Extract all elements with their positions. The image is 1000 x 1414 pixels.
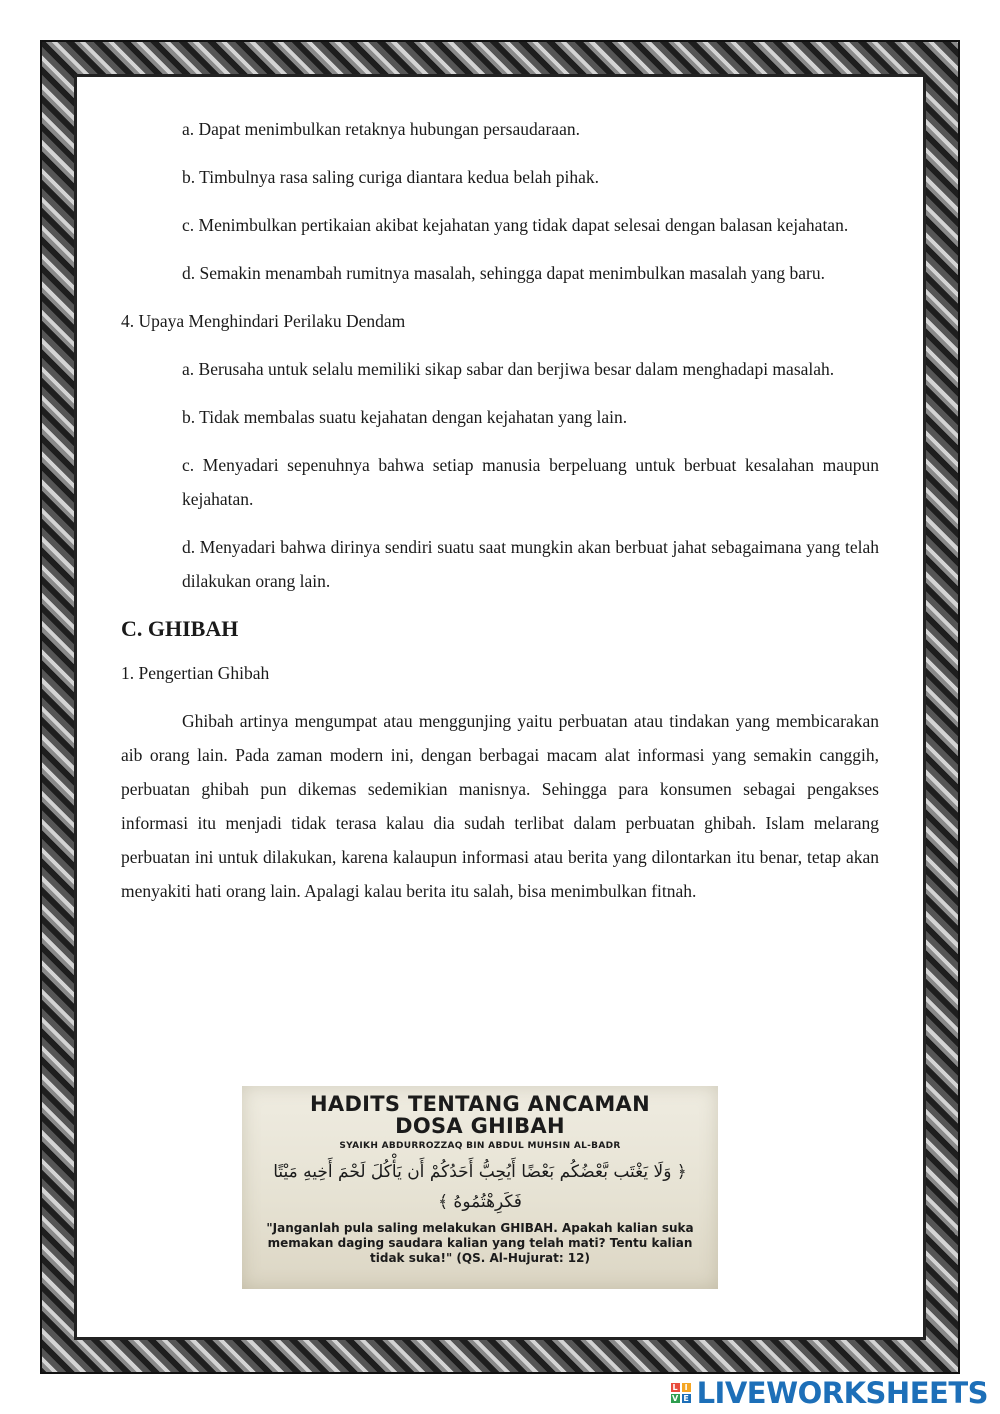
brand-logo-cell: I <box>682 1383 691 1392</box>
list-item: d. Menyadari bahwa dirinya sendiri suatu saat mungkin akan berbuat jahat sebagaimana yang telah dilakukan orang lain. <box>182 537 879 591</box>
worksheet-content <box>121 112 879 922</box>
section-title: C. GHIBAH <box>121 616 239 641</box>
sub-heading: 1. Pengertian Ghibah <box>121 663 270 683</box>
hadith-title-line2: DOSA GHIBAH <box>395 1114 565 1138</box>
avoidance-list <box>121 352 879 598</box>
list-item: c. Menyadari sepenuhnya bahwa setiap manusia berpeluang untuk berbuat kesalahan maupun kejahatan. <box>182 455 879 509</box>
list-item: d. Semakin menambah rumitnya masalah, sehingga dapat menimbulkan masalah yang baru. <box>182 263 825 283</box>
list-item: c. Menimbulkan pertikaian akibat kejahatan yang tidak dapat selesai dengan balasan kejahatan. <box>182 215 849 235</box>
hadith-title-line1: HADITS TENTANG ANCAMAN <box>310 1092 650 1116</box>
brand-logo-cell: L <box>672 1383 678 1392</box>
liveworksheets-logo[interactable] <box>671 1375 988 1411</box>
hadith-subtitle: SYAIKH ABDURROZZAQ BIN ABDUL MUHSIN AL-BADR <box>339 1141 621 1151</box>
list-item: a. Dapat menimbulkan retaknya hubungan persaudaraan. <box>182 119 580 139</box>
brand-logo-cell: V <box>671 1394 679 1403</box>
list-item: b. Timbulnya rasa saling curiga diantara kedua belah pihak. <box>182 167 599 187</box>
list-item: b. Tidak membalas suatu kejahatan dengan kejahatan yang lain. <box>182 407 628 427</box>
list-item: a. Berusaha untuk selalu memiliki sikap sabar dan berjiwa besar dalam menghadapi masalah. <box>182 359 835 379</box>
section-heading: 4. Upaya Menghindari Perilaku Dendam <box>121 311 406 331</box>
brand-logo-icon <box>671 1383 691 1403</box>
ghibah-paragraph: Ghibah artinya mengumpat atau menggunjing yaitu perbuatan atau tindakan yang membicarakan aib orang lain. Pada zaman modern ini, dengan berbagai macam alat informasi yang semakin canggih, perbuatan ghibah pun dikemas sedemikian manisnya. Sehingga para konsumen sebagai pengakses informasi itu menjadi tidak terasa kalau dia sudah terlibat dalam perbuatan ghibah. Islam melarang perbuatan ini untuk dilakukan, karena kalaupun informasi atau berita yang dilontarkan itu benar, tetap akan menyakiti hati orang lain. Apalagi kalau berita itu salah, bisa menimbulkan fitnah. <box>121 711 879 901</box>
hadith-image <box>242 1086 718 1289</box>
arabic-verse: ﴿ وَلَا يَغْتَب بَّعْضُكُم بَعْضًا أَيُحِبُّ أَحَدُكُمْ أَن يَأْكُلَ لَحْمَ أَخِيهِ مَيْتًا فَكَرِهْتُمُوهُ ﴾ <box>273 1162 687 1212</box>
brand-logo-cell: E <box>683 1394 689 1403</box>
brand-name: LIVEWORKSHEETS <box>696 1376 988 1410</box>
hadith-quote: "Janganlah pula saling melakukan GHIBAH. Apakah kalian suka memakan daging saudara kalian yang telah mati? Tentu kalian tidak suka!" (QS. Al-Hujurat: 12) <box>266 1221 694 1265</box>
consequences-list <box>121 112 879 290</box>
